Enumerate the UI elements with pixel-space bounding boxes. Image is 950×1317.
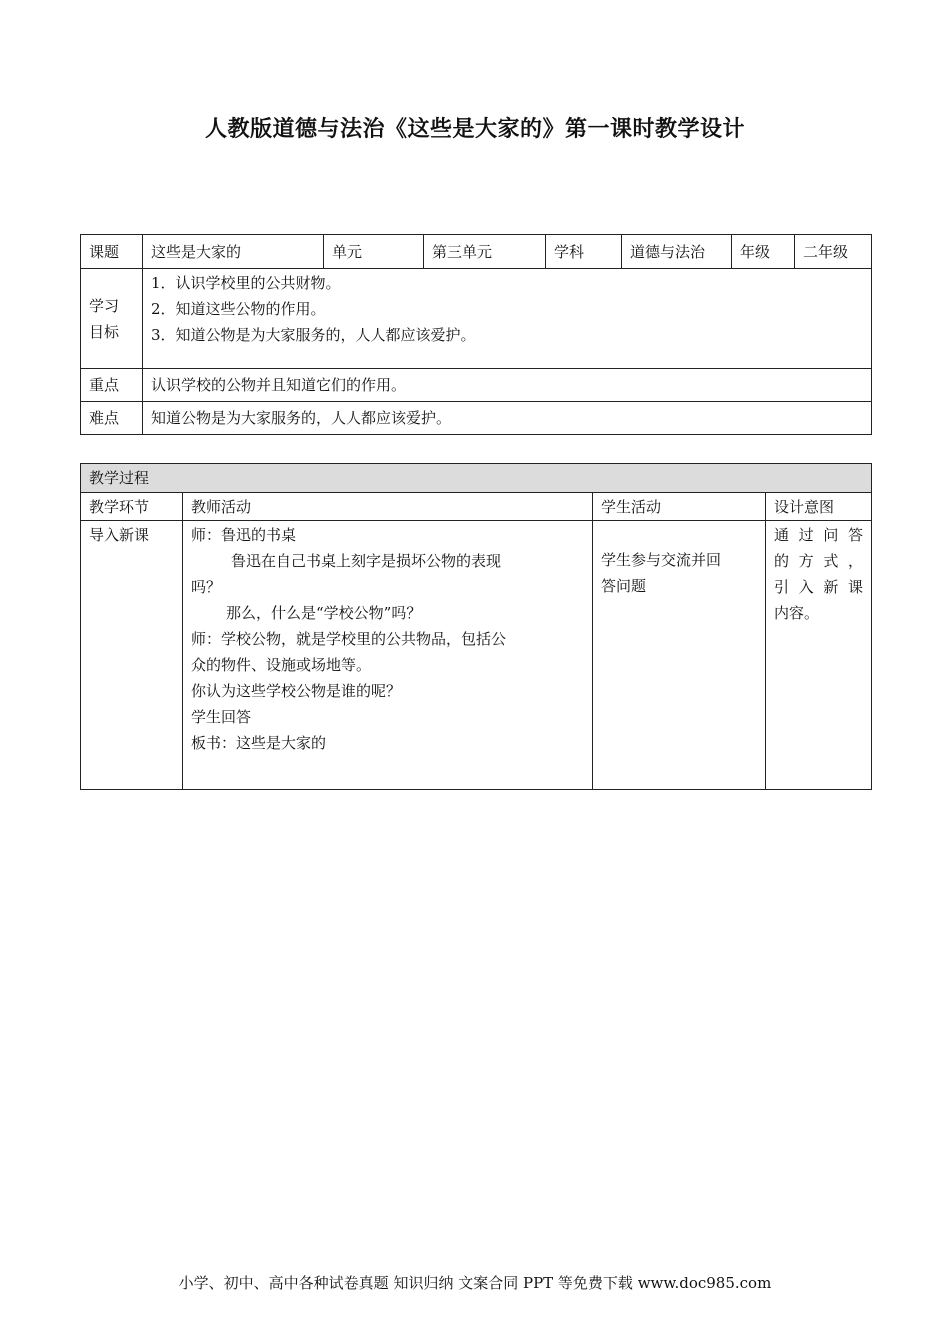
col-student: 学生活动 xyxy=(593,493,766,521)
col-stage: 教学环节 xyxy=(81,493,183,521)
goal-item: 3．知道公物是为大家服务的，人人都应该爱护。 xyxy=(151,326,476,344)
goals-content xyxy=(143,269,872,369)
subject-value: 道德与法治 xyxy=(622,235,732,269)
unit-value: 第三单元 xyxy=(424,235,546,269)
teaching-process-table xyxy=(80,463,872,790)
topic-label: 课题 xyxy=(81,235,143,269)
difficulty-value: 知道公物是为大家服务的，人人都应该爱护。 xyxy=(143,402,872,435)
page-footer: 小学、初中、高中各种试卷真题 知识归纳 文案合同 PPT 等免费下载 www.doc985.com xyxy=(178,1274,772,1292)
difficulty-label: 难点 xyxy=(81,402,143,435)
goals-label: 学习 目标 xyxy=(81,269,143,369)
col-intent: 设计意图 xyxy=(766,493,872,521)
grade-label: 年级 xyxy=(732,235,795,269)
key-point-label: 重点 xyxy=(81,369,143,402)
topic-value: 这些是大家的 xyxy=(143,235,324,269)
unit-label: 单元 xyxy=(324,235,424,269)
design-intent: 通过问答 的方式， 引入新课 内容。 xyxy=(766,521,872,790)
subject-label: 学科 xyxy=(546,235,622,269)
key-point-value: 认识学校的公物并且知道它们的作用。 xyxy=(143,369,872,402)
lesson-info-table xyxy=(80,234,872,435)
col-teacher: 教师活动 xyxy=(183,493,593,521)
goal-item: 1．认识学校里的公共财物。 xyxy=(151,274,341,292)
goal-item: 2．知道这些公物的作用。 xyxy=(151,300,326,318)
teacher-activity: 师：鲁迅的书桌 鲁迅在自己书桌上刻字是损坏公物的表现 吗？ 那么，什么是“学校公物”吗？ 师：学校公物，就是学校里的公共物品，包括公 众的物件、设施或场地等。 你认为这些学校公物是谁的呢？ 学生回答 板书：这些是大家的 xyxy=(183,521,593,790)
student-activity: 学生参与交流并回 答问题 xyxy=(593,521,766,790)
grade-value: 二年级 xyxy=(795,235,872,269)
process-header: 教学过程 xyxy=(81,464,872,493)
stage-cell: 导入新课 xyxy=(81,521,183,790)
page-title: 人教版道德与法治《这些是大家的》第一课时教学设计 xyxy=(204,117,745,142)
